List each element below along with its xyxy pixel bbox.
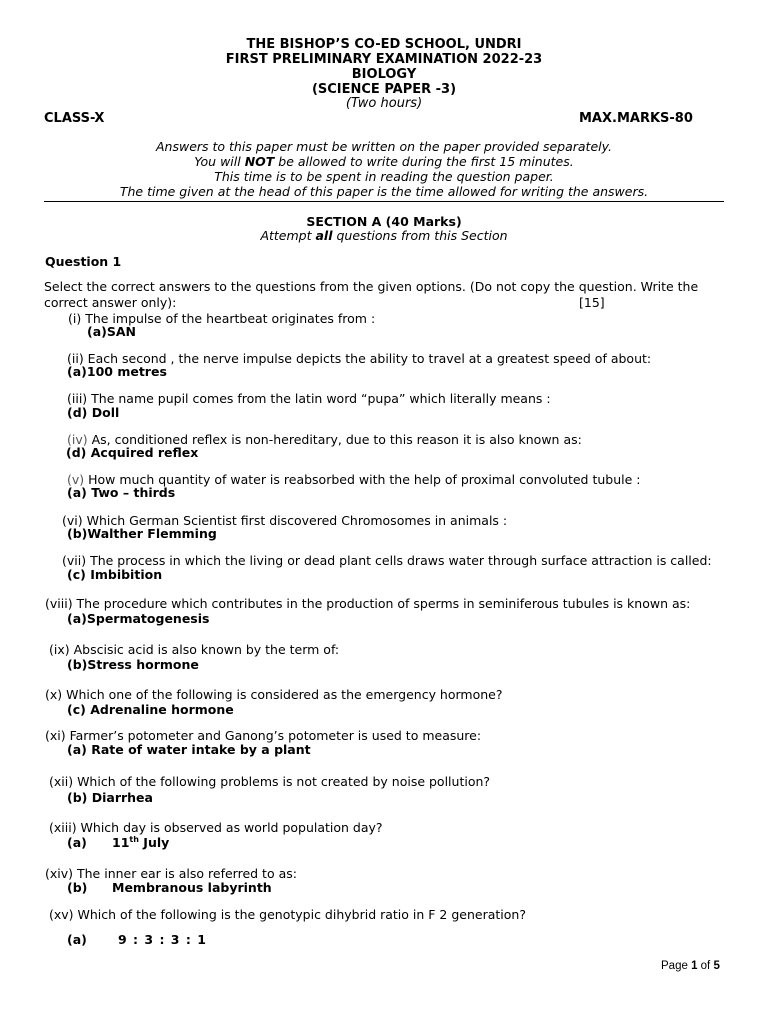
instruction-2: You will NOT be allowed to write during the first 15 minutes. [194,154,574,169]
section-title: SECTION A (40 Marks) [306,214,462,229]
question-item-8: (viii) The procedure which contributes in the production of sperms in seminiferous tubules is known as: [45,596,691,611]
max-marks: MAX.MARKS-80 [579,111,693,126]
answer-item-4: (d) Acquired reflex [66,445,199,460]
question-item-11: (xi) Farmer’s potometer and Ganong’s potometer is used to measure: [45,728,482,743]
section-note: Attempt all questions from this Section [260,228,508,243]
divider [44,201,724,202]
question-item-6: (vi) Which German Scientist first discovered Chromosomes in animals : [62,513,508,528]
instruction-1: Answers to this paper must be written on the paper provided separately. [155,139,613,154]
subject-title: BIOLOGY [351,67,417,82]
question-item-9: (ix) Abscisic acid is also known by the term of: [49,642,340,657]
question-heading: Question 1 [45,254,122,269]
answer-item-2: (a)100 metres [67,364,167,379]
question-item-15: (xv) Which of the following is the genotypic dihybrid ratio in F 2 generation? [49,907,526,922]
question-item-5: (v) How much quantity of water is reabsorbed with the help of proximal convoluted tubule : [67,472,641,487]
duration: (Two hours) [345,96,423,111]
question-item-3: (iii) The name pupil comes from the latin word “pupa” which literally means : [67,391,551,406]
question-marks: [15] [579,295,605,310]
answer-item-1: (a)SAN [87,324,137,339]
answer-item-13: 11th July [112,835,170,851]
instruction-4: The time given at the head of this paper is the time allowed for writing the answers. [119,184,649,199]
question-intro-1: Select the correct answers to the questions from the given options. (Do not copy the question. Write the [44,279,699,294]
instruction-3: This time is to be spent in reading the question paper. [214,169,554,184]
question-item-12: (xii) Which of the following problems is not created by noise pollution? [49,774,491,789]
answer-item-12: (b) Diarrhea [67,790,153,805]
class-label: CLASS-X [44,111,105,126]
answer-item-3: (d) Doll [67,405,120,420]
exam-title: FIRST PRELIMINARY EXAMINATION 2022-23 [225,52,543,67]
answer-item-9: (b)Stress hormone [67,657,199,672]
answer-item-7: (c) Imbibition [67,567,163,582]
answer-item-15-option: (a) [67,932,87,947]
question-item-1: (i) The impulse of the heartbeat originates from : [68,311,376,326]
answer-item-8: (a)Spermatogenesis [67,611,210,626]
question-item-10: (x) Which one of the following is considered as the emergency hormone? [45,687,503,702]
answer-item-15: 9 : 3 : 3 : 1 [118,932,207,947]
school-name: THE BISHOP’S CO-ED SCHOOL, UNDRI [246,37,522,52]
question-item-14: (xiv) The inner ear is also referred to as: [45,866,297,881]
page-number: Page 1 of 5 [661,960,720,972]
question-item-2: (ii) Each second , the nerve impulse depicts the ability to travel at a greatest speed of about: [67,351,652,366]
answer-item-11: (a) Rate of water intake by a plant [67,742,311,757]
answer-item-5: (a) Two – thirds [67,485,176,500]
answer-item-14: Membranous labyrinth [112,880,272,895]
question-item-7: (vii) The process in which the living or dead plant cells draws water through surface attraction is called: [62,553,712,568]
answer-item-6: (b)Walther Flemming [67,526,217,541]
question-intro-2: correct answer only): [44,295,177,310]
question-item-13: (xiii) Which day is observed as world population day? [49,820,383,835]
answer-item-13-option: (a) [67,835,87,850]
answer-item-14-option: (b) [67,880,88,895]
question-item-4: (iv) As, conditioned reflex is non-hereditary, due to this reason it is also known as: [67,432,582,447]
answer-item-10: (c) Adrenaline hormone [67,702,234,717]
paper-title: (SCIENCE PAPER -3) [311,82,457,97]
